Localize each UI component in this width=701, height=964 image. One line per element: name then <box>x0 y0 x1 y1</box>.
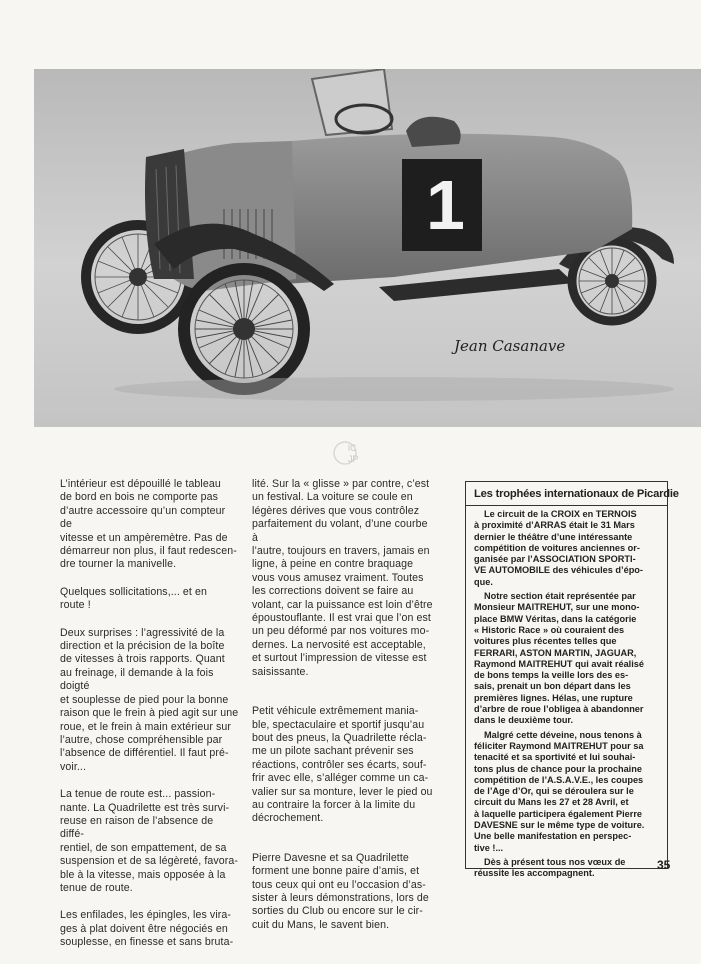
sidebar-paragraph: Dès à présent tous nos vœux de réussite les accompagnent. <box>474 856 626 879</box>
sidebar-paragraph: Notre section était représentée par Monsieur MAITREHUT, sur une mono- place BMW Véritas, dans la catégorie « Historic Race » où couraient des voitures plus récentes telles que FERRARI, ASTON MARTIN, JAGUAR, Raymond MAITREHUT qui avait réalisé de bons temps la veille lors des es- sais, prenait un bon départ dans les premières lignes. Hélas, une rupture d’arbre de roue l’obligea à abandonner dans le deuxième tour. <box>474 591 645 726</box>
watermark-text-1: lC <box>348 443 357 453</box>
car-photo <box>34 69 701 427</box>
paragraph: L’intérieur est dépouillé le tableau de bord en bois ne comporte pas d’autre accessoire qu’un compteur de vitesse et un ampèremètre. Pas de démarreur non plus, il faut redescen- dre tourner la manivelle. <box>60 478 237 571</box>
photo-signature: Jean Casanave <box>454 337 566 355</box>
sidebar-box <box>465 481 679 879</box>
windscreen <box>312 69 392 135</box>
page-number: 35 <box>657 858 671 872</box>
near-front-wheel <box>184 269 304 389</box>
race-number: 1 <box>426 166 465 244</box>
sidebar-divider <box>466 505 667 506</box>
paragraph: lité. Sur la « glisse » par contre, c’est un festival. La voiture se coule en légères dérives que vous contrôlez parfaitement du volant, d’une courbe à l’autre, toujours en travers, jamais en ligne, à peine en contre braquage vous vous amusez vraiment. Toutes les corrections doivent se faire au volant, car la puissance est loin d’être époustouflante. Il est vrai que l’on est un peu déformé par nos voitures mo- dernes. La nervosité est acceptable, et surtout l’impression de vitesse est saisissante. <box>252 478 433 678</box>
article-column-1 <box>60 478 240 964</box>
sidebar-paragraph: Malgré cette déveine, nous tenons à féliciter Raymond MAITREHUT pour sa tenacité et sa sportivité et lui souhai- tons plus de chance pour la prochaine compétition de l’A.S.A.V.E., les coupes de l’Age d’Or, qui se déroulera sur le circuit du Mans les 27 et 28 Avril, et à laquelle participera également Pierre DAVESNE sur le même type de voiture. Une belle manifestation en perspec- tive !... <box>474 729 645 853</box>
article-column-2 <box>252 478 433 946</box>
watermark-logo <box>332 440 370 466</box>
paragraph: Deux surprises : l’agressivité de la direction et la précision de la boîte de vitesses à trois rapports. Quant au freinage, il demande à la fois doigté et souplesse de pied pour la bonne raison que le frein à pied agit sur une roue, et le frein à main extérieur sur l’autre, chose compréhensible par l’absence de différentiel. Il faut pré- voir... <box>60 626 239 773</box>
paragraph: Les enfilades, les épingles, les vira- ges à plat doivent être négociés en souplesse, en finesse et sans bruta- <box>60 909 234 949</box>
ground-shadow <box>114 377 674 401</box>
paragraph: La tenue de route est... passion- nante. La Quadrilette est très survi- reuse en raison de l’absence de diffé- rentiel, de son empattement, de sa suspension et de sa légèreté, favora- ble à la vitesse, mais opposée à la tenue de route. <box>60 788 239 894</box>
paragraph: Quelques sollicitations,... et en route ! <box>60 585 207 612</box>
sidebar-paragraph: Le circuit de la CROIX en TERNOIS à proximité d’ARRAS était le 31 Mars dernier le théâtre d’une intéressante compétition de voitures anciennes or- ganisée par l’ASSOCIATION SPORTI- VE AUTOMOBILE des véhicules d’épo- que. <box>474 509 643 587</box>
sidebar-title: Les trophées internationaux de Picardie <box>474 488 679 500</box>
rear-wheel <box>572 241 652 321</box>
paragraph: Petit véhicule extrêmement mania- ble, spectaculaire et sportif jusqu’au bout des pneus, la Quadrilette récla- me un pilote sachant prévenir ses réactions, contrôler ses écarts, souf- frir avec elle, s’alléger comme un ca- valier sur sa monture, lever le pied ou au contraire la forcer à la limite du décrochement. <box>252 705 433 825</box>
paragraph: Pierre Davesne et sa Quadrilette forment une bonne paire d’amis, et tous ceux qui ont eu l’occasion d’as- sister à leurs démonstrations, lors de sorties du Club ou encore sur le cir- cuit du Mans, le savent bien. <box>252 851 429 931</box>
watermark-text-2: JP <box>348 454 359 464</box>
